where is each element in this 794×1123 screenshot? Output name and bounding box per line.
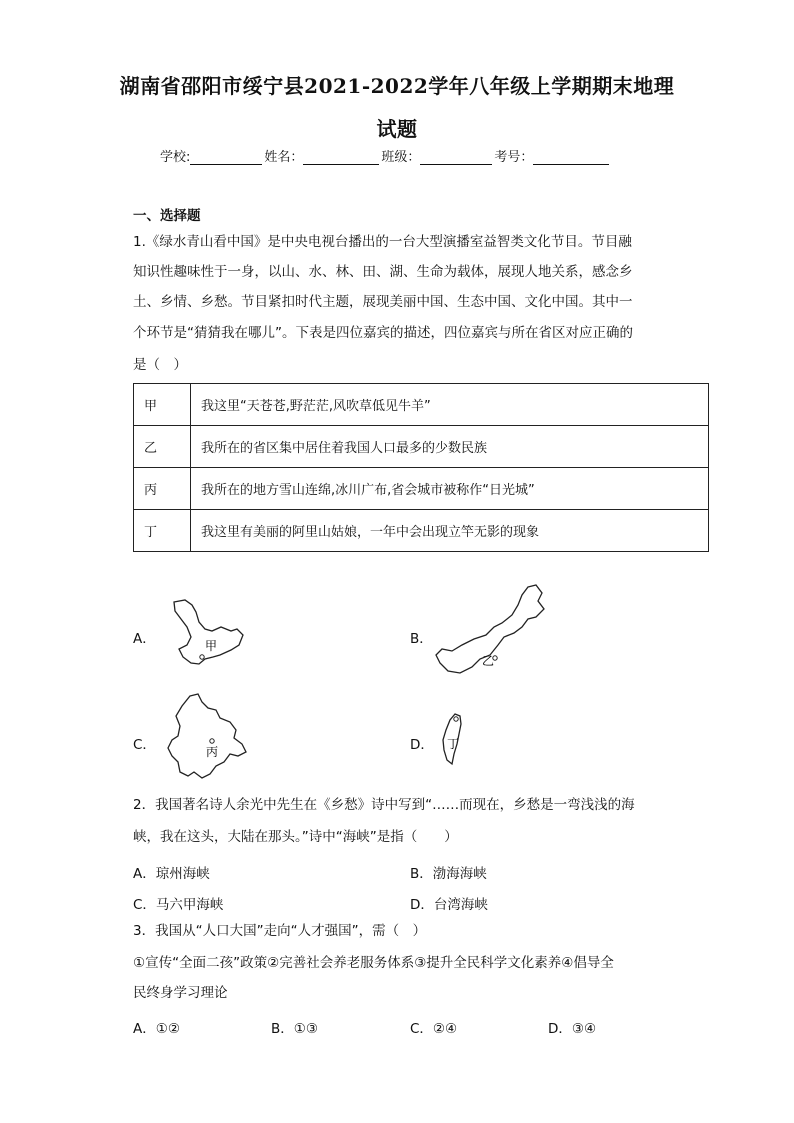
q1-option-d[interactable]: D． — [410, 737, 434, 753]
page-title-line2: 试题 — [376, 117, 418, 141]
table-row — [134, 384, 709, 426]
q3-line-1: 3．我国从“人口大国”走向“人才强国”，需（ ） — [133, 923, 427, 939]
map-label-c: 丙 — [206, 745, 219, 759]
map-heilongjiang — [165, 597, 250, 669]
table-cell-text: 我所在的省区集中居住着我国人口最多的少数民族 — [191, 426, 709, 468]
map-label-a: 甲 — [205, 639, 218, 653]
map-label-d: 丁 — [447, 737, 460, 751]
heilongjiang-outline — [174, 600, 243, 664]
yunnan-outline — [168, 694, 246, 778]
q3-line-2: ①宣传“全面二孩”政策②完善社会养老服务体系③提升全民科学文化素养④倡导全 — [133, 955, 614, 971]
q1-line-3: 土、乡情、乡愁。节目紧扣时代主题，展现美丽中国、生态中国、文化中国。其中一 — [133, 294, 633, 310]
number-blank[interactable] — [533, 150, 609, 165]
table-cell-key: 丁 — [134, 510, 191, 552]
q3-option-b[interactable]: B．①③ — [271, 1021, 318, 1037]
q3-line-3: 民终身学习理论 — [133, 985, 228, 1001]
table-cell-key: 丙 — [134, 468, 191, 510]
map-yunnan — [158, 692, 256, 782]
table-row — [134, 468, 709, 510]
name-blank[interactable] — [303, 150, 379, 165]
q1-option-c[interactable]: C． — [133, 737, 156, 753]
map-label-b: 乙 — [482, 654, 495, 668]
table-cell-text: 我这里“天苍苍,野茫茫,风吹草低见牛羊” — [191, 384, 709, 426]
page-title-line1: 湖南省邵阳市绥宁县2021-2022学年八年级上学期期末地理 — [119, 74, 675, 98]
q1-option-a[interactable]: A． — [133, 631, 156, 647]
capital-dot — [210, 739, 214, 743]
q2-option-c[interactable]: C．马六甲海峡 — [133, 897, 224, 913]
q1-line-2: 知识性趣味性于一身，以山、水、林、田、湖、生命为载体，展现人地关系，感念乡 — [133, 264, 633, 280]
map-taiwan — [438, 710, 474, 768]
capital-dot — [200, 655, 204, 659]
class-blank[interactable] — [420, 150, 492, 165]
class-label: 班级： — [381, 150, 421, 165]
q3-option-a[interactable]: A．①② — [133, 1021, 180, 1037]
section-title: 一、选择题 — [133, 208, 201, 224]
q2-line-2: 峡，我在这头，大陆在那头。”诗中“海峡”是指（ ） — [133, 829, 458, 845]
q1-line-4: 个环节是“猜猜我在哪儿”。下表是四位嘉宾的描述，四位嘉宾与所在省区对应正确的 — [133, 325, 633, 341]
table-cell-text: 我这里有美丽的阿里山姑娘，一年中会出现立竿无影的现象 — [191, 510, 709, 552]
table-cell-key: 甲 — [134, 384, 191, 426]
q2-option-b[interactable]: B．渤海海峡 — [410, 866, 487, 882]
school-label: 学校: — [160, 150, 191, 165]
q1-option-b[interactable]: B． — [410, 631, 433, 647]
number-label: 考号： — [494, 150, 534, 165]
capital-dot — [454, 717, 458, 721]
q3-option-d[interactable]: D．③④ — [548, 1021, 597, 1037]
table-row — [134, 426, 709, 468]
q2-line-1: 2．我国著名诗人余光中先生在《乡愁》诗中写到“……而现在，乡愁是一弯浅浅的海 — [133, 797, 635, 813]
table-row — [134, 510, 709, 552]
q1-line-1: 1.《绿水青山看中国》是中央电视台播出的一台大型演播室益智类文化节目。节目融 — [133, 234, 632, 250]
guest-table — [133, 383, 709, 552]
q2-option-d[interactable]: D．台湾海峡 — [410, 897, 488, 913]
q1-line-5: 是（ ） — [133, 357, 187, 373]
school-blank[interactable] — [190, 150, 262, 165]
name-label: 姓名： — [264, 150, 304, 165]
table-cell-text: 我所在的地方雪山连绵,冰川广布,省会城市被称作“日光城” — [191, 468, 709, 510]
table-cell-key: 乙 — [134, 426, 191, 468]
student-info-row — [160, 146, 611, 165]
map-inner-mongolia — [432, 583, 552, 683]
q3-option-c[interactable]: C．②④ — [410, 1021, 458, 1037]
q2-option-a[interactable]: A．琼州海峡 — [133, 866, 210, 882]
